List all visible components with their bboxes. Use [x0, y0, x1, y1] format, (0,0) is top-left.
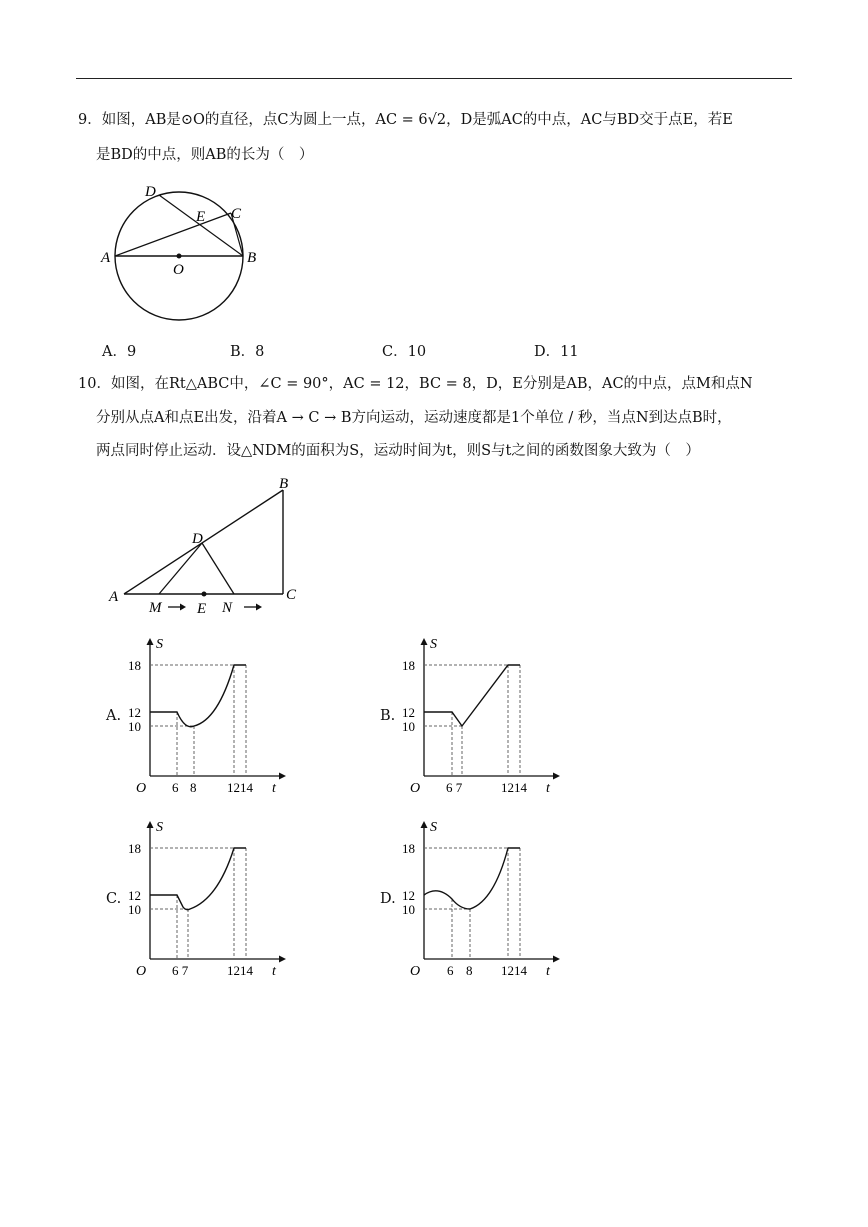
q9-option-a[interactable]: A．9	[102, 344, 137, 360]
graph-d-y12: 12	[402, 888, 415, 903]
graph-b-letter[interactable]: B.	[380, 708, 396, 724]
graph-b-axis-t: t	[546, 781, 550, 796]
graph-a-letter[interactable]: A.	[106, 708, 122, 724]
graph-c[interactable]	[128, 813, 298, 983]
q9-option-c[interactable]: C．10	[382, 344, 427, 360]
q10-triangle-figure	[100, 470, 320, 620]
header-rule	[76, 78, 792, 79]
q9-option-b[interactable]: B．8	[230, 344, 265, 360]
graph-d-x8: 8	[466, 963, 473, 978]
graph-a-origin: O	[136, 781, 147, 796]
graph-d-x6: 6	[447, 963, 454, 978]
q9-label-a: A	[101, 250, 111, 266]
graph-c-y12: 12	[128, 888, 141, 903]
graph-c-y10: 10	[128, 902, 141, 917]
q10-label-a: A	[109, 589, 119, 605]
q10-label-c: C	[286, 587, 297, 603]
q9-circle-figure	[95, 175, 275, 335]
graph-d-letter[interactable]: D.	[380, 891, 396, 907]
graph-b[interactable]	[402, 630, 572, 800]
q9-label-c: C	[231, 206, 242, 222]
graph-d-x1214: 1214	[501, 963, 527, 978]
graph-b-x67: 6 7	[446, 780, 463, 795]
graph-a-y18: 18	[128, 658, 141, 673]
graph-c-x1214: 1214	[227, 963, 253, 978]
q10-label-d: D	[192, 531, 203, 547]
graph-b-x1214: 1214	[501, 780, 527, 795]
graph-a-x8: 8	[190, 780, 197, 795]
q10-label-n: N	[222, 600, 233, 616]
q9-line-1: 9．如图，AB是⊙O的直径，点C为圆上一点，AC = 6√2，D是弧AC的中点，AC与BD交于点E，若E	[78, 112, 733, 128]
graph-b-y18: 18	[402, 658, 415, 673]
q10-label-b: B	[279, 476, 289, 492]
graph-a[interactable]	[128, 630, 298, 800]
q9-option-d[interactable]: D．11	[534, 344, 579, 360]
graph-a-x1214: 1214	[227, 780, 253, 795]
graph-a-x6: 6	[172, 780, 179, 795]
graph-b-origin: O	[410, 781, 421, 796]
graph-c-axis-s: S	[156, 820, 163, 835]
graph-d[interactable]	[402, 813, 572, 983]
graph-d-y10: 10	[402, 902, 415, 917]
q10-line-2: 分别从点A和点E出发，沿着A → C → B方向运动，运动速度都是1个单位 / 秒，当点N到达点B时，	[96, 410, 732, 426]
graph-c-letter[interactable]: C.	[106, 891, 122, 907]
graph-a-y12: 12	[128, 705, 141, 720]
q9-label-o: O	[173, 262, 184, 278]
graph-a-axis-s: S	[156, 637, 163, 652]
q10-label-e: E	[197, 601, 207, 617]
graph-c-axis-t: t	[272, 964, 276, 979]
graph-c-origin: O	[136, 964, 147, 979]
q9-label-d: D	[145, 184, 156, 200]
graph-c-x67: 6 7	[172, 963, 189, 978]
q9-label-e: E	[196, 209, 206, 225]
graph-b-y10: 10	[402, 719, 415, 734]
graph-d-axis-s: S	[430, 820, 437, 835]
q10-line-3: 两点同时停止运动．设△NDM的面积为S，运动时间为t，则S与t之间的函数图象大致为（ ）	[96, 443, 700, 459]
q9-label-b: B	[247, 250, 257, 266]
graph-d-y18: 18	[402, 841, 415, 856]
q10-line-1: 10．如图，在Rt△ABC中，∠C = 90°，AC = 12，BC = 8，D，E分别是AB，AC的中点，点M和点N	[78, 376, 753, 392]
graph-a-axis-t: t	[272, 781, 276, 796]
graph-c-y18: 18	[128, 841, 141, 856]
q9-line-2: 是BD的中点，则AB的长为（ ）	[96, 147, 314, 163]
graph-a-y10: 10	[128, 719, 141, 734]
graph-b-axis-s: S	[430, 637, 437, 652]
q10-label-m: M	[149, 600, 162, 616]
graph-b-y12: 12	[402, 705, 415, 720]
graph-d-origin: O	[410, 964, 421, 979]
graph-d-axis-t: t	[546, 964, 550, 979]
